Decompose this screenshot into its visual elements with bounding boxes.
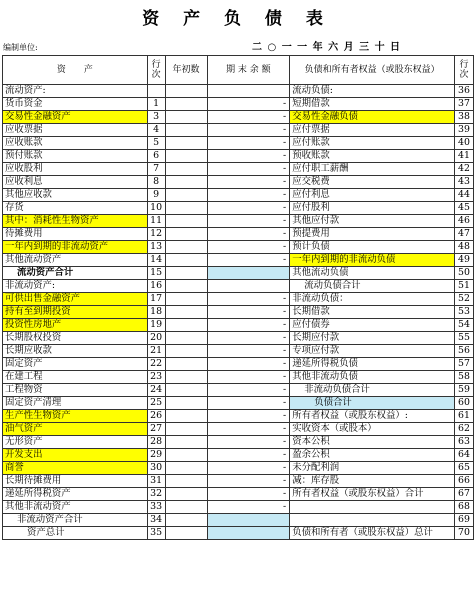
liability-line-no: 53 [455, 306, 474, 319]
asset-item: 油气资产 [3, 423, 148, 436]
table-row [3, 501, 474, 514]
table-row [3, 254, 474, 267]
liability-item [290, 501, 455, 514]
asset-line-no: 10 [147, 202, 165, 215]
table-row [3, 163, 474, 176]
end-amount: - [207, 150, 290, 163]
end-amount: - [207, 332, 290, 345]
liability-item: 预计负债 [290, 241, 455, 254]
asset-line-no: 19 [147, 319, 165, 332]
liability-line-no: 68 [455, 501, 474, 514]
begin-amount [165, 501, 207, 514]
asset-item: 非流动资产合计 [3, 514, 148, 527]
liability-line-no: 55 [455, 332, 474, 345]
end-amount: - [207, 124, 290, 137]
asset-line-no: 29 [147, 449, 165, 462]
liability-item: 应交税费 [290, 176, 455, 189]
begin-amount [165, 176, 207, 189]
liability-line-no: 45 [455, 202, 474, 215]
end-amount: - [207, 462, 290, 475]
liability-item: 应付债券 [290, 319, 455, 332]
asset-line-no: 17 [147, 293, 165, 306]
asset-line-no: 8 [147, 176, 165, 189]
col-header-line2: 行次 [455, 56, 474, 85]
asset-item: 在建工程 [3, 371, 148, 384]
begin-amount [165, 293, 207, 306]
begin-amount [165, 462, 207, 475]
liability-line-no: 58 [455, 371, 474, 384]
liability-item: 负债合计 [290, 397, 455, 410]
asset-item: 交易性金融资产 [3, 111, 148, 124]
asset-line-no: 9 [147, 189, 165, 202]
asset-line-no: 13 [147, 241, 165, 254]
table-row [3, 306, 474, 319]
liability-item: 专项应付款 [290, 345, 455, 358]
asset-line-no: 21 [147, 345, 165, 358]
end-amount: - [207, 202, 290, 215]
table-row [3, 462, 474, 475]
col-header-liability: 负债和所有者权益（或股东权益） [290, 56, 455, 85]
table-row [3, 410, 474, 423]
table-row [3, 293, 474, 306]
liability-line-no: 62 [455, 423, 474, 436]
liability-item: 非流动负债合计 [290, 384, 455, 397]
asset-line-no: 22 [147, 358, 165, 371]
end-amount: - [207, 423, 290, 436]
asset-item: 长期待摊费用 [3, 475, 148, 488]
liability-item: 实收资本（或股本） [290, 423, 455, 436]
table-row [3, 228, 474, 241]
liability-line-no: 39 [455, 124, 474, 137]
liability-item: 流动负债合计 [290, 280, 455, 293]
table-row [3, 319, 474, 332]
asset-item: 应收股利 [3, 163, 148, 176]
liability-line-no: 56 [455, 345, 474, 358]
liability-line-no: 44 [455, 189, 474, 202]
liability-item: 长期应付款 [290, 332, 455, 345]
asset-line-no: 35 [147, 527, 165, 540]
liability-item: 应付票据 [290, 124, 455, 137]
begin-amount [165, 332, 207, 345]
liability-item: 负债和所有者（或股东权益）总计 [290, 527, 455, 540]
liability-line-no: 40 [455, 137, 474, 150]
asset-line-no: 15 [147, 267, 165, 280]
asset-line-no: 1 [147, 98, 165, 111]
liability-item: 其他非流动负债 [290, 371, 455, 384]
end-amount: - [207, 254, 290, 267]
begin-amount [165, 488, 207, 501]
begin-amount [165, 436, 207, 449]
asset-item: 工程物资 [3, 384, 148, 397]
begin-amount [165, 267, 207, 280]
asset-item: 其他非流动资产 [3, 501, 148, 514]
asset-line-no: 14 [147, 254, 165, 267]
balance-sheet-table [2, 55, 474, 540]
end-amount: - [207, 189, 290, 202]
begin-amount [165, 280, 207, 293]
col-header-end: 期 末 余 额 [207, 56, 290, 85]
begin-amount [165, 423, 207, 436]
end-amount: - [207, 111, 290, 124]
asset-item: 待摊费用 [3, 228, 148, 241]
liability-item: 递延所得税负债 [290, 358, 455, 371]
begin-amount [165, 111, 207, 124]
asset-line-no: 28 [147, 436, 165, 449]
end-amount [207, 267, 290, 280]
liability-item: 其他应付款 [290, 215, 455, 228]
liability-item: 所有者权益（或股东权益）: [290, 410, 455, 423]
asset-line-no: 18 [147, 306, 165, 319]
liability-line-no: 38 [455, 111, 474, 124]
asset-line-no: 34 [147, 514, 165, 527]
begin-amount [165, 137, 207, 150]
asset-line-no: 4 [147, 124, 165, 137]
begin-amount [165, 228, 207, 241]
table-row [3, 449, 474, 462]
begin-amount [165, 397, 207, 410]
asset-item: 其他应收款 [3, 189, 148, 202]
liability-line-no: 48 [455, 241, 474, 254]
asset-item: 固定资产 [3, 358, 148, 371]
liability-item: 流动负债: [290, 85, 455, 98]
table-row [3, 111, 474, 124]
begin-amount [165, 345, 207, 358]
liability-item: 预提费用 [290, 228, 455, 241]
begin-amount [165, 189, 207, 202]
asset-item: 生产性生物资产 [3, 410, 148, 423]
table-row [3, 371, 474, 384]
end-amount: - [207, 488, 290, 501]
asset-item: 流动资产合计 [3, 267, 148, 280]
liability-line-no: 41 [455, 150, 474, 163]
asset-item: 预付账款 [3, 150, 148, 163]
liability-item: 资本公积 [290, 436, 455, 449]
end-amount: - [207, 228, 290, 241]
begin-amount [165, 449, 207, 462]
liability-line-no: 61 [455, 410, 474, 423]
liability-line-no: 65 [455, 462, 474, 475]
table-row [3, 98, 474, 111]
liability-item: 交易性金融负债 [290, 111, 455, 124]
begin-amount [165, 202, 207, 215]
asset-line-no: 20 [147, 332, 165, 345]
liability-line-no: 43 [455, 176, 474, 189]
liability-item: 盈余公积 [290, 449, 455, 462]
asset-line-no: 24 [147, 384, 165, 397]
begin-amount [165, 527, 207, 540]
asset-line-no: 32 [147, 488, 165, 501]
table-row [3, 397, 474, 410]
table-row [3, 358, 474, 371]
asset-line-no: 27 [147, 423, 165, 436]
end-amount: - [207, 384, 290, 397]
begin-amount [165, 384, 207, 397]
begin-amount [165, 85, 207, 98]
asset-item: 长期股权投资 [3, 332, 148, 345]
begin-amount [165, 514, 207, 527]
end-amount [207, 280, 290, 293]
end-amount: - [207, 410, 290, 423]
page-title: 资 产 负 债 表 [142, 9, 332, 29]
col-header-line: 行次 [147, 56, 165, 85]
unit-label: 编制单位: [3, 43, 38, 52]
table-row [3, 85, 474, 98]
asset-item: 流动资产: [3, 85, 148, 98]
liability-line-no: 46 [455, 215, 474, 228]
liability-item [290, 514, 455, 527]
liability-item: 应付利息 [290, 189, 455, 202]
liability-line-no: 70 [455, 527, 474, 540]
asset-line-no: 25 [147, 397, 165, 410]
liability-item: 所有者权益（或股东权益）合计 [290, 488, 455, 501]
liability-item: 减：库存股 [290, 475, 455, 488]
asset-item: 一年内到期的非流动资产 [3, 241, 148, 254]
table-row [3, 267, 474, 280]
end-amount: - [207, 397, 290, 410]
liability-item: 一年内到期的非流动负债 [290, 254, 455, 267]
begin-amount [165, 410, 207, 423]
begin-amount [165, 163, 207, 176]
asset-line-no [147, 85, 165, 98]
asset-item: 开发支出 [3, 449, 148, 462]
liability-item: 其他流动负债 [290, 267, 455, 280]
liability-item: 预收账款 [290, 150, 455, 163]
end-amount: - [207, 475, 290, 488]
table-row [3, 423, 474, 436]
liability-line-no: 54 [455, 319, 474, 332]
asset-item: 固定资产清理 [3, 397, 148, 410]
table-row [3, 215, 474, 228]
liability-line-no: 66 [455, 475, 474, 488]
liability-line-no: 59 [455, 384, 474, 397]
asset-item: 持有至到期投资 [3, 306, 148, 319]
end-amount: - [207, 501, 290, 514]
end-amount: - [207, 163, 290, 176]
table-row [3, 150, 474, 163]
begin-amount [165, 475, 207, 488]
table-row [3, 488, 474, 501]
asset-item: 递延所得税资产 [3, 488, 148, 501]
asset-item: 商誉 [3, 462, 148, 475]
asset-line-no: 23 [147, 371, 165, 384]
end-amount: - [207, 137, 290, 150]
end-amount: - [207, 358, 290, 371]
asset-line-no: 3 [147, 111, 165, 124]
end-amount: - [207, 176, 290, 189]
asset-item: 应收票据 [3, 124, 148, 137]
liability-line-no: 64 [455, 449, 474, 462]
asset-line-no: 6 [147, 150, 165, 163]
asset-line-no: 33 [147, 501, 165, 514]
end-amount: - [207, 215, 290, 228]
begin-amount [165, 241, 207, 254]
asset-line-no: 5 [147, 137, 165, 150]
liability-line-no: 51 [455, 280, 474, 293]
asset-item: 非流动资产: [3, 280, 148, 293]
liability-item: 长期借款 [290, 306, 455, 319]
end-amount: - [207, 241, 290, 254]
table-row [3, 514, 474, 527]
liability-line-no: 42 [455, 163, 474, 176]
end-amount: - [207, 306, 290, 319]
end-amount: - [207, 371, 290, 384]
col-header-asset: 资 产 [3, 56, 148, 85]
begin-amount [165, 254, 207, 267]
begin-amount [165, 306, 207, 319]
end-amount: - [207, 98, 290, 111]
end-amount: - [207, 449, 290, 462]
end-amount [207, 514, 290, 527]
liability-line-no: 63 [455, 436, 474, 449]
end-amount: - [207, 345, 290, 358]
liability-line-no: 50 [455, 267, 474, 280]
liability-line-no: 57 [455, 358, 474, 371]
table-row [3, 345, 474, 358]
begin-amount [165, 215, 207, 228]
asset-item: 其他流动资产 [3, 254, 148, 267]
asset-line-no: 30 [147, 462, 165, 475]
table-row [3, 332, 474, 345]
asset-item: 应收利息 [3, 176, 148, 189]
liability-line-no: 69 [455, 514, 474, 527]
col-header-begin: 年初数 [165, 56, 207, 85]
asset-line-no: 7 [147, 163, 165, 176]
begin-amount [165, 358, 207, 371]
end-amount [207, 85, 290, 98]
table-row [3, 202, 474, 215]
end-amount: - [207, 319, 290, 332]
asset-item: 存货 [3, 202, 148, 215]
asset-line-no: 11 [147, 215, 165, 228]
liability-item: 应付账款 [290, 137, 455, 150]
begin-amount [165, 98, 207, 111]
table-row [3, 124, 474, 137]
liability-item: 应付股利 [290, 202, 455, 215]
liability-item: 非流动负债： [290, 293, 455, 306]
table-row [3, 176, 474, 189]
begin-amount [165, 371, 207, 384]
report-date: 二 ○ 一 一 年 六 月 三 十 日 [252, 42, 402, 53]
begin-amount [165, 124, 207, 137]
asset-line-no: 31 [147, 475, 165, 488]
asset-item: 资产总计 [3, 527, 148, 540]
asset-item: 其中：消耗性生物资产 [3, 215, 148, 228]
asset-item: 无形资产 [3, 436, 148, 449]
liability-line-no: 52 [455, 293, 474, 306]
end-amount [207, 527, 290, 540]
asset-item: 可供出售金融资产 [3, 293, 148, 306]
asset-item: 货币资金 [3, 98, 148, 111]
asset-line-no: 16 [147, 280, 165, 293]
liability-line-no: 60 [455, 397, 474, 410]
table-row [3, 436, 474, 449]
asset-line-no: 26 [147, 410, 165, 423]
liability-line-no: 47 [455, 228, 474, 241]
liability-line-no: 67 [455, 488, 474, 501]
table-row [3, 527, 474, 540]
table-row [3, 475, 474, 488]
table-row [3, 189, 474, 202]
table-row [3, 137, 474, 150]
liability-line-no: 49 [455, 254, 474, 267]
end-amount: - [207, 293, 290, 306]
liability-item: 未分配利润 [290, 462, 455, 475]
table-row [3, 384, 474, 397]
begin-amount [165, 319, 207, 332]
liability-line-no: 36 [455, 85, 474, 98]
asset-item: 应收账款 [3, 137, 148, 150]
table-row [3, 241, 474, 254]
asset-line-no: 12 [147, 228, 165, 241]
end-amount: - [207, 436, 290, 449]
liability-item: 短期借款 [290, 98, 455, 111]
liability-line-no: 37 [455, 98, 474, 111]
asset-item: 投资性房地产 [3, 319, 148, 332]
table-row [3, 280, 474, 293]
begin-amount [165, 150, 207, 163]
table-header-row [3, 56, 474, 85]
liability-item: 应付职工薪酬 [290, 163, 455, 176]
asset-item: 长期应收款 [3, 345, 148, 358]
